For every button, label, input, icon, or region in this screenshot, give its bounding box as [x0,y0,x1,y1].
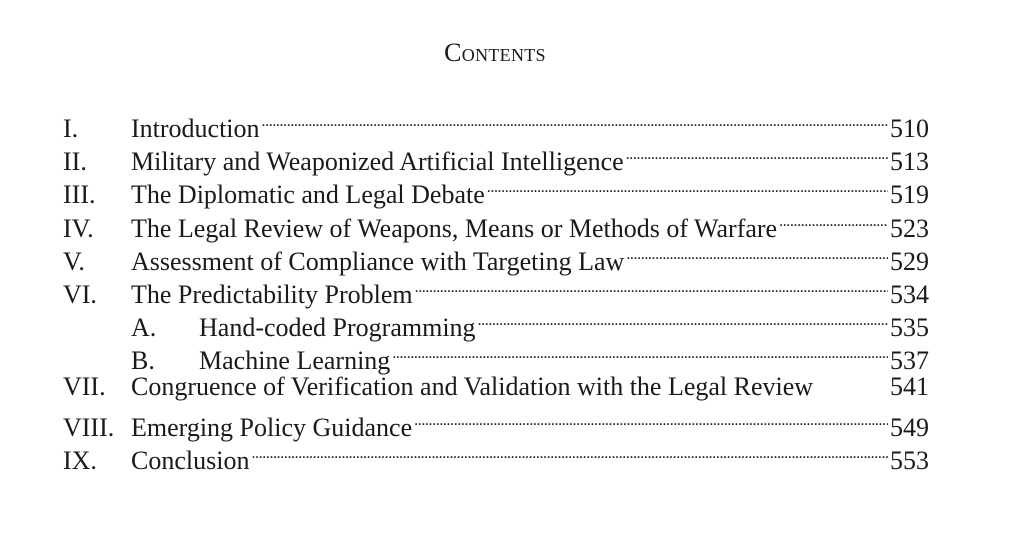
toc-entry-number: IV. [63,213,94,243]
toc-entry-page: 541 [890,371,929,401]
toc-entry-title: Military and Weaponized Artificial Intelligence [131,147,624,177]
toc-dot-leader [626,237,888,270]
toc-dot-leader [779,204,888,237]
toc-entry-introduction [63,104,929,143]
toc-entry-page: 529 [890,246,929,276]
toc-dot-leader [392,336,888,369]
toc-entry-number: VIII. [63,412,115,442]
toc-entry-title: Congruence of Verification and Validation with the Legal Review [131,371,814,401]
toc-entry-page: 553 [890,445,929,475]
toc-entry-title: Machine Learning [199,346,391,376]
toc-entry-title: Conclusion [131,445,250,475]
toc-entry-verification-validation [63,370,929,403]
toc-entry-title: Hand-coded Programming [199,313,476,343]
toc-entry-page: 537 [890,346,929,376]
toc-entry-number: II. [63,147,87,177]
toc-entry-title: The Predictability Problem [131,279,413,309]
toc-entry-page: 523 [890,213,929,243]
toc-entry-title: Emerging Policy Guidance [131,412,413,442]
toc-dot-leader [415,270,888,303]
toc-dot-leader [626,137,888,170]
toc-dot-leader [414,403,888,436]
toc-entry-title: The Legal Review of Weapons, Means or Methods of Warfare [131,213,778,243]
toc-entry-page: 549 [890,412,929,442]
toc-entry-number: III. [63,180,96,210]
toc-entry-number: VII. [63,371,106,401]
toc-entry-page: 519 [890,180,929,210]
toc-entry-number: IX. [63,445,97,475]
toc-dot-leader [262,104,888,137]
toc-entry-title: The Diplomatic and Legal Debate [131,180,485,210]
toc-entry-page: 513 [890,147,929,177]
toc-entry-page: 534 [890,279,929,309]
toc-entry-page: 510 [890,114,929,143]
toc-dot-leader [251,436,888,469]
toc-entry-page: 535 [890,313,929,343]
toc-entry-number: A. [131,313,157,343]
toc-dot-leader [478,303,888,336]
toc-entry-number: B. [131,346,155,376]
toc-entry-policy-guidance [63,403,929,442]
table-of-contents [63,104,929,475]
toc-entry-title: Introduction [131,114,260,143]
toc-entry-number: V. [63,246,85,276]
toc-entry-number: I. [63,114,79,143]
toc-title: Contents [444,38,546,67]
toc-entry-title: Assessment of Compliance with Targeting Law [131,246,625,276]
toc-entry-number: VI. [63,279,97,309]
toc-dot-leader [487,170,888,203]
